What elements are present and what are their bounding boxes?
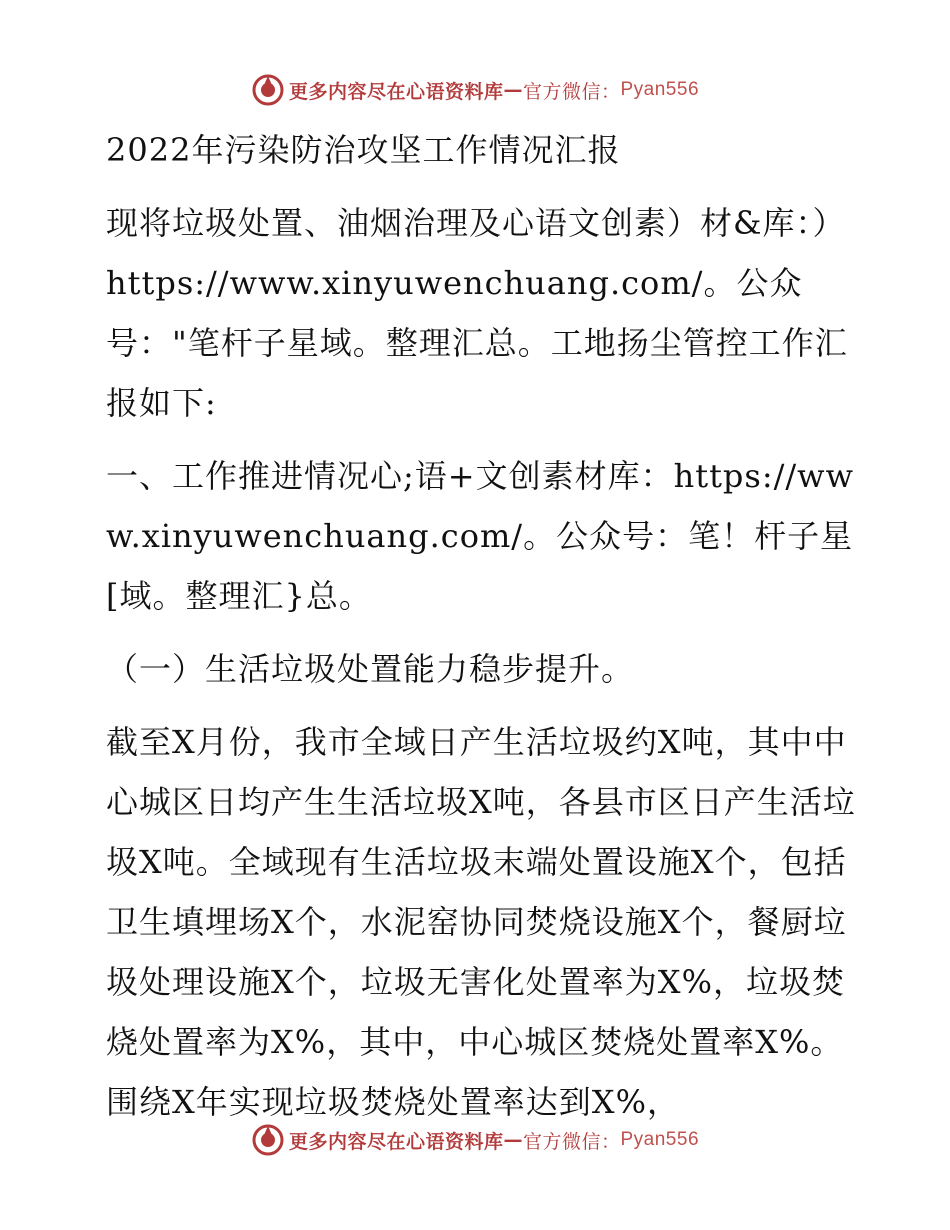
watermark-header [0, 70, 950, 110]
watermark-suffix: 官方微信： [522, 1130, 621, 1153]
watermark-suffix: 官方微信： [522, 80, 621, 103]
watermark-separator: — [503, 79, 523, 101]
paragraph-intro: 现将垃圾处置、油烟治理及心语文创素）材&库：）https://www.xinyuwenchuang.com/。公众号："笔杆子星域。整理汇总。工地扬尘管控工作汇报如下: [106, 204, 848, 422]
watermark-footer [0, 1120, 950, 1160]
subsection-heading-1: （一）生活垃圾处置能力稳步提升。 [106, 650, 635, 688]
section-heading-1: 一、工作推进情况心;语+文创素材库：https://www.xinyuwenchuang.com/。公众号：笔！杆子星[域。整理汇}总。 [106, 457, 854, 615]
document-title: 2022年污染防治攻坚工作情况汇报 [106, 131, 621, 169]
watermark-text: 更多内容尽在心语资料库 [288, 1130, 504, 1153]
watermark-separator: — [503, 1129, 523, 1151]
brand-logo-icon [251, 73, 285, 107]
document-body [96, 120, 866, 1132]
paragraph-body-1: 截至X月份，我市全域日产生活垃圾约X吨，其中中心城区日均产生生活垃圾X吨，各县市区日产生活垃圾X吨。全域现有生活垃圾末端处置设施X个，包括卫生填埋场X个，水泥窑协同焚烧设施X个，餐厨垃圾处理设施X个，垃圾无害化处置率为X%，垃圾焚烧处置率为X%，其中，中心城区焚烧处置率X%。围绕X年实现垃圾焚烧处置率达到X%， [106, 723, 856, 1121]
watermark-text: 更多内容尽在心语资料库 [288, 80, 504, 103]
watermark-id: Pyan556 [620, 79, 700, 100]
watermark-id: Pyan556 [620, 1129, 700, 1150]
brand-logo-icon [251, 1123, 285, 1157]
